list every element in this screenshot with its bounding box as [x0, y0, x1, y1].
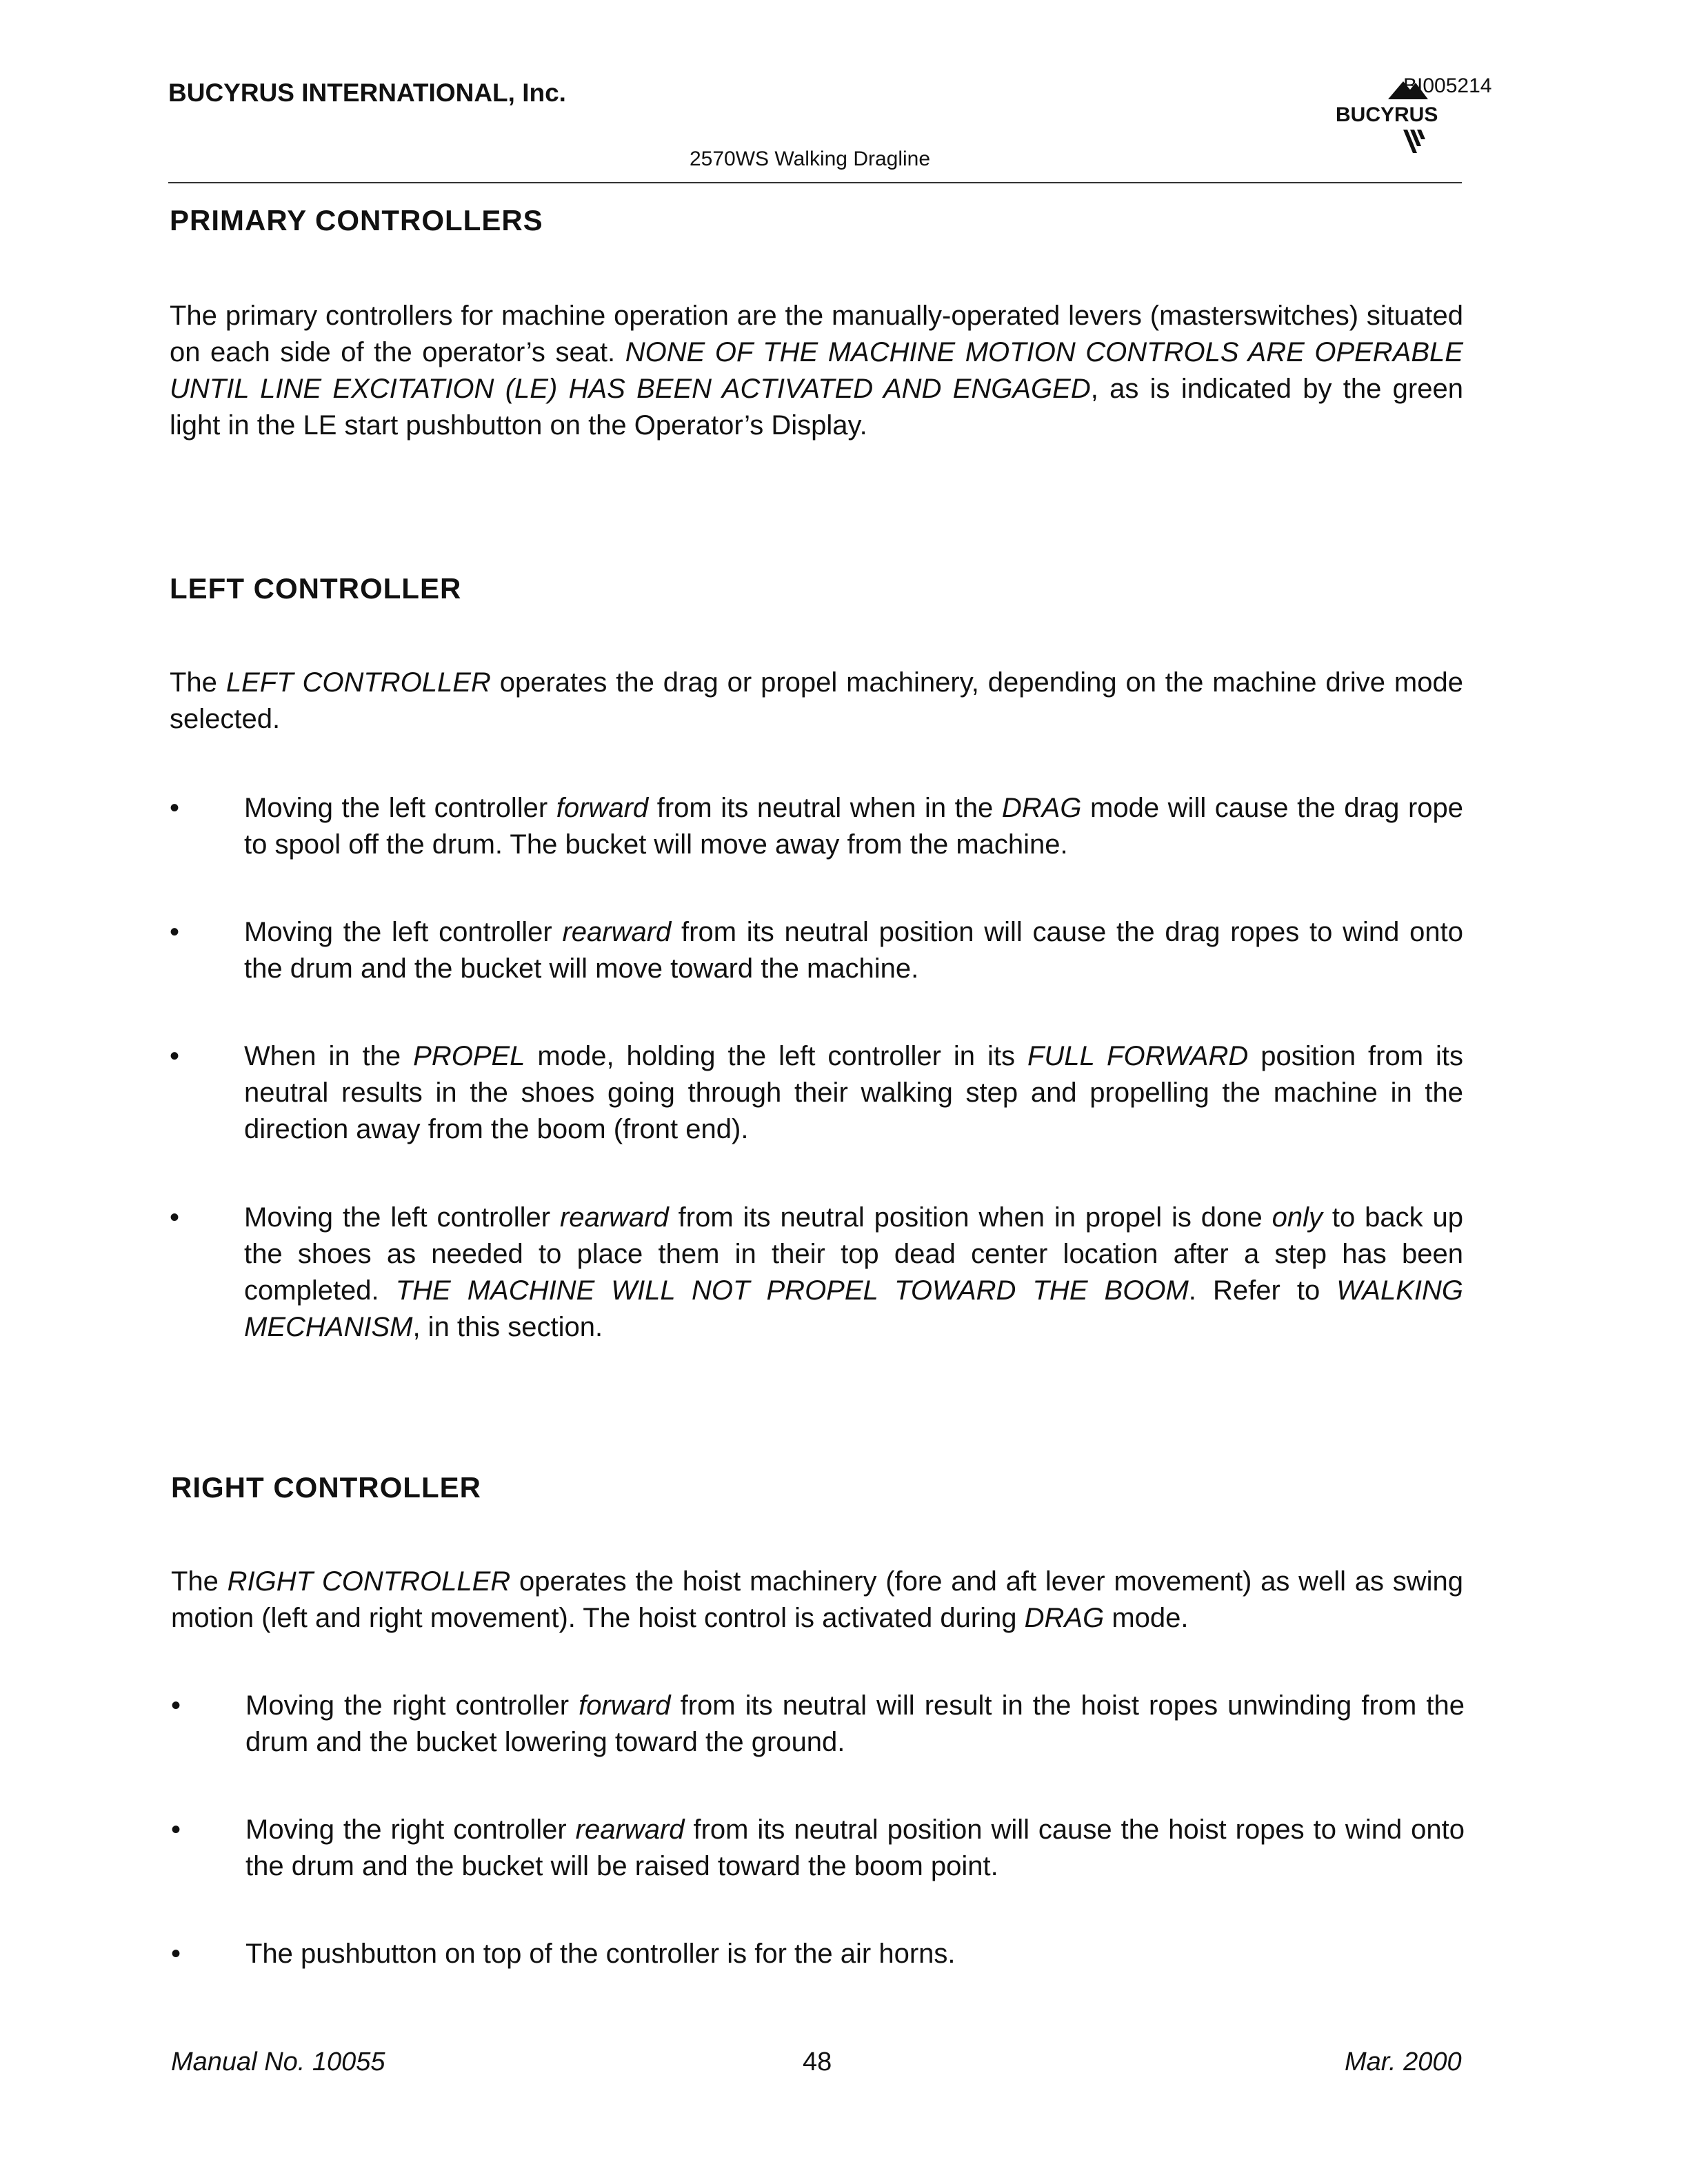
primary-controllers-heading: PRIMARY CONTROLLERS — [170, 204, 543, 236]
document-subtitle: 2570WS Walking Dragline — [690, 148, 931, 170]
left-controller-heading: LEFT CONTROLLER — [170, 572, 462, 605]
right-bullet-rearward-hoist: Moving the right controller rearward from its neutral position will cause the hoist ropes to wind onto the drum and the bucket will be raised toward the boom point. — [245, 1814, 1465, 1881]
bullet-marker: • — [170, 1041, 180, 1071]
document-number: BI005214 — [1403, 74, 1492, 97]
logo-text: BUCYRUS — [1336, 103, 1438, 126]
bullet-marker: • — [170, 917, 180, 947]
left-bullet-rearward-drag: Moving the left controller rearward from its neutral position will cause the drag ropes to wind onto the drum and the bucket will move toward the machine. — [244, 917, 1463, 984]
left-bullet-forward-drag: Moving the left controller forward from its neutral when in the DRAG mode will cause the drag rope to spool off the drum. The bucket will move away from the machine. — [244, 793, 1464, 860]
right-controller-intro: The RIGHT CONTROLLER operates the hoist machinery (fore and aft lever movement) as well as swing motion (left and right movement). The hoist control is activated during DRAG mode. — [171, 1566, 1463, 1633]
right-bullet-air-horns: The pushbutton on top of the controller is for the air horns. — [245, 1939, 956, 1969]
primary-controllers-paragraph: The primary controllers for machine operation are the manually-operated levers (masterswitches) situated on each side of the operator’s seat. NONE OF THE MACHINE MOTION CONTROLS ARE OPERABLE UNTIL LINE EXCITATION (LE) HAS BEEN ACTIVATED AND ENGAGED, as is indicated by the green light in the LE start pushbutton on the Operator’s Display. — [170, 301, 1463, 441]
left-bullet-propel-forward: When in the PROPEL mode, holding the left controller in its FULL FORWARD position from its neutral results in the shoes going through their walking step and propelling the machine in the direction away from the boom (front end). — [244, 1041, 1464, 1144]
manual-date: Mar. 2000 — [1345, 2048, 1462, 2076]
right-controller-heading: RIGHT CONTROLLER — [171, 1471, 481, 1504]
left-bullet-propel-rearward: Moving the left controller rearward from its neutral position when in propel is done only to back up the shoes as needed to place them in their top dead center location after a step has been completed. THE MACHINE WILL NOT PROPEL TOWARD THE BOOM. Refer to WALKING MECHANISM, in this section. — [244, 1202, 1464, 1342]
bullet-marker: • — [170, 793, 180, 823]
bullet-marker: • — [171, 1939, 181, 1969]
right-bullet-forward-hoist: Moving the right controller forward from its neutral will result in the hoist ropes unwinding from the drum and the bucket lowering toward the ground. — [245, 1690, 1465, 1757]
page-number: 48 — [803, 2048, 832, 2076]
bullet-marker: • — [170, 1202, 180, 1233]
bullet-marker: • — [171, 1814, 181, 1845]
manual-number: Manual No. 10055 — [171, 2048, 385, 2076]
bullet-marker: • — [171, 1690, 181, 1721]
left-controller-intro: The LEFT CONTROLLER operates the drag or propel machinery, depending on the machine drive mode selected. — [170, 667, 1463, 734]
company-name: BUCYRUS INTERNATIONAL, Inc. — [168, 79, 566, 107]
header-rule — [168, 182, 1462, 183]
